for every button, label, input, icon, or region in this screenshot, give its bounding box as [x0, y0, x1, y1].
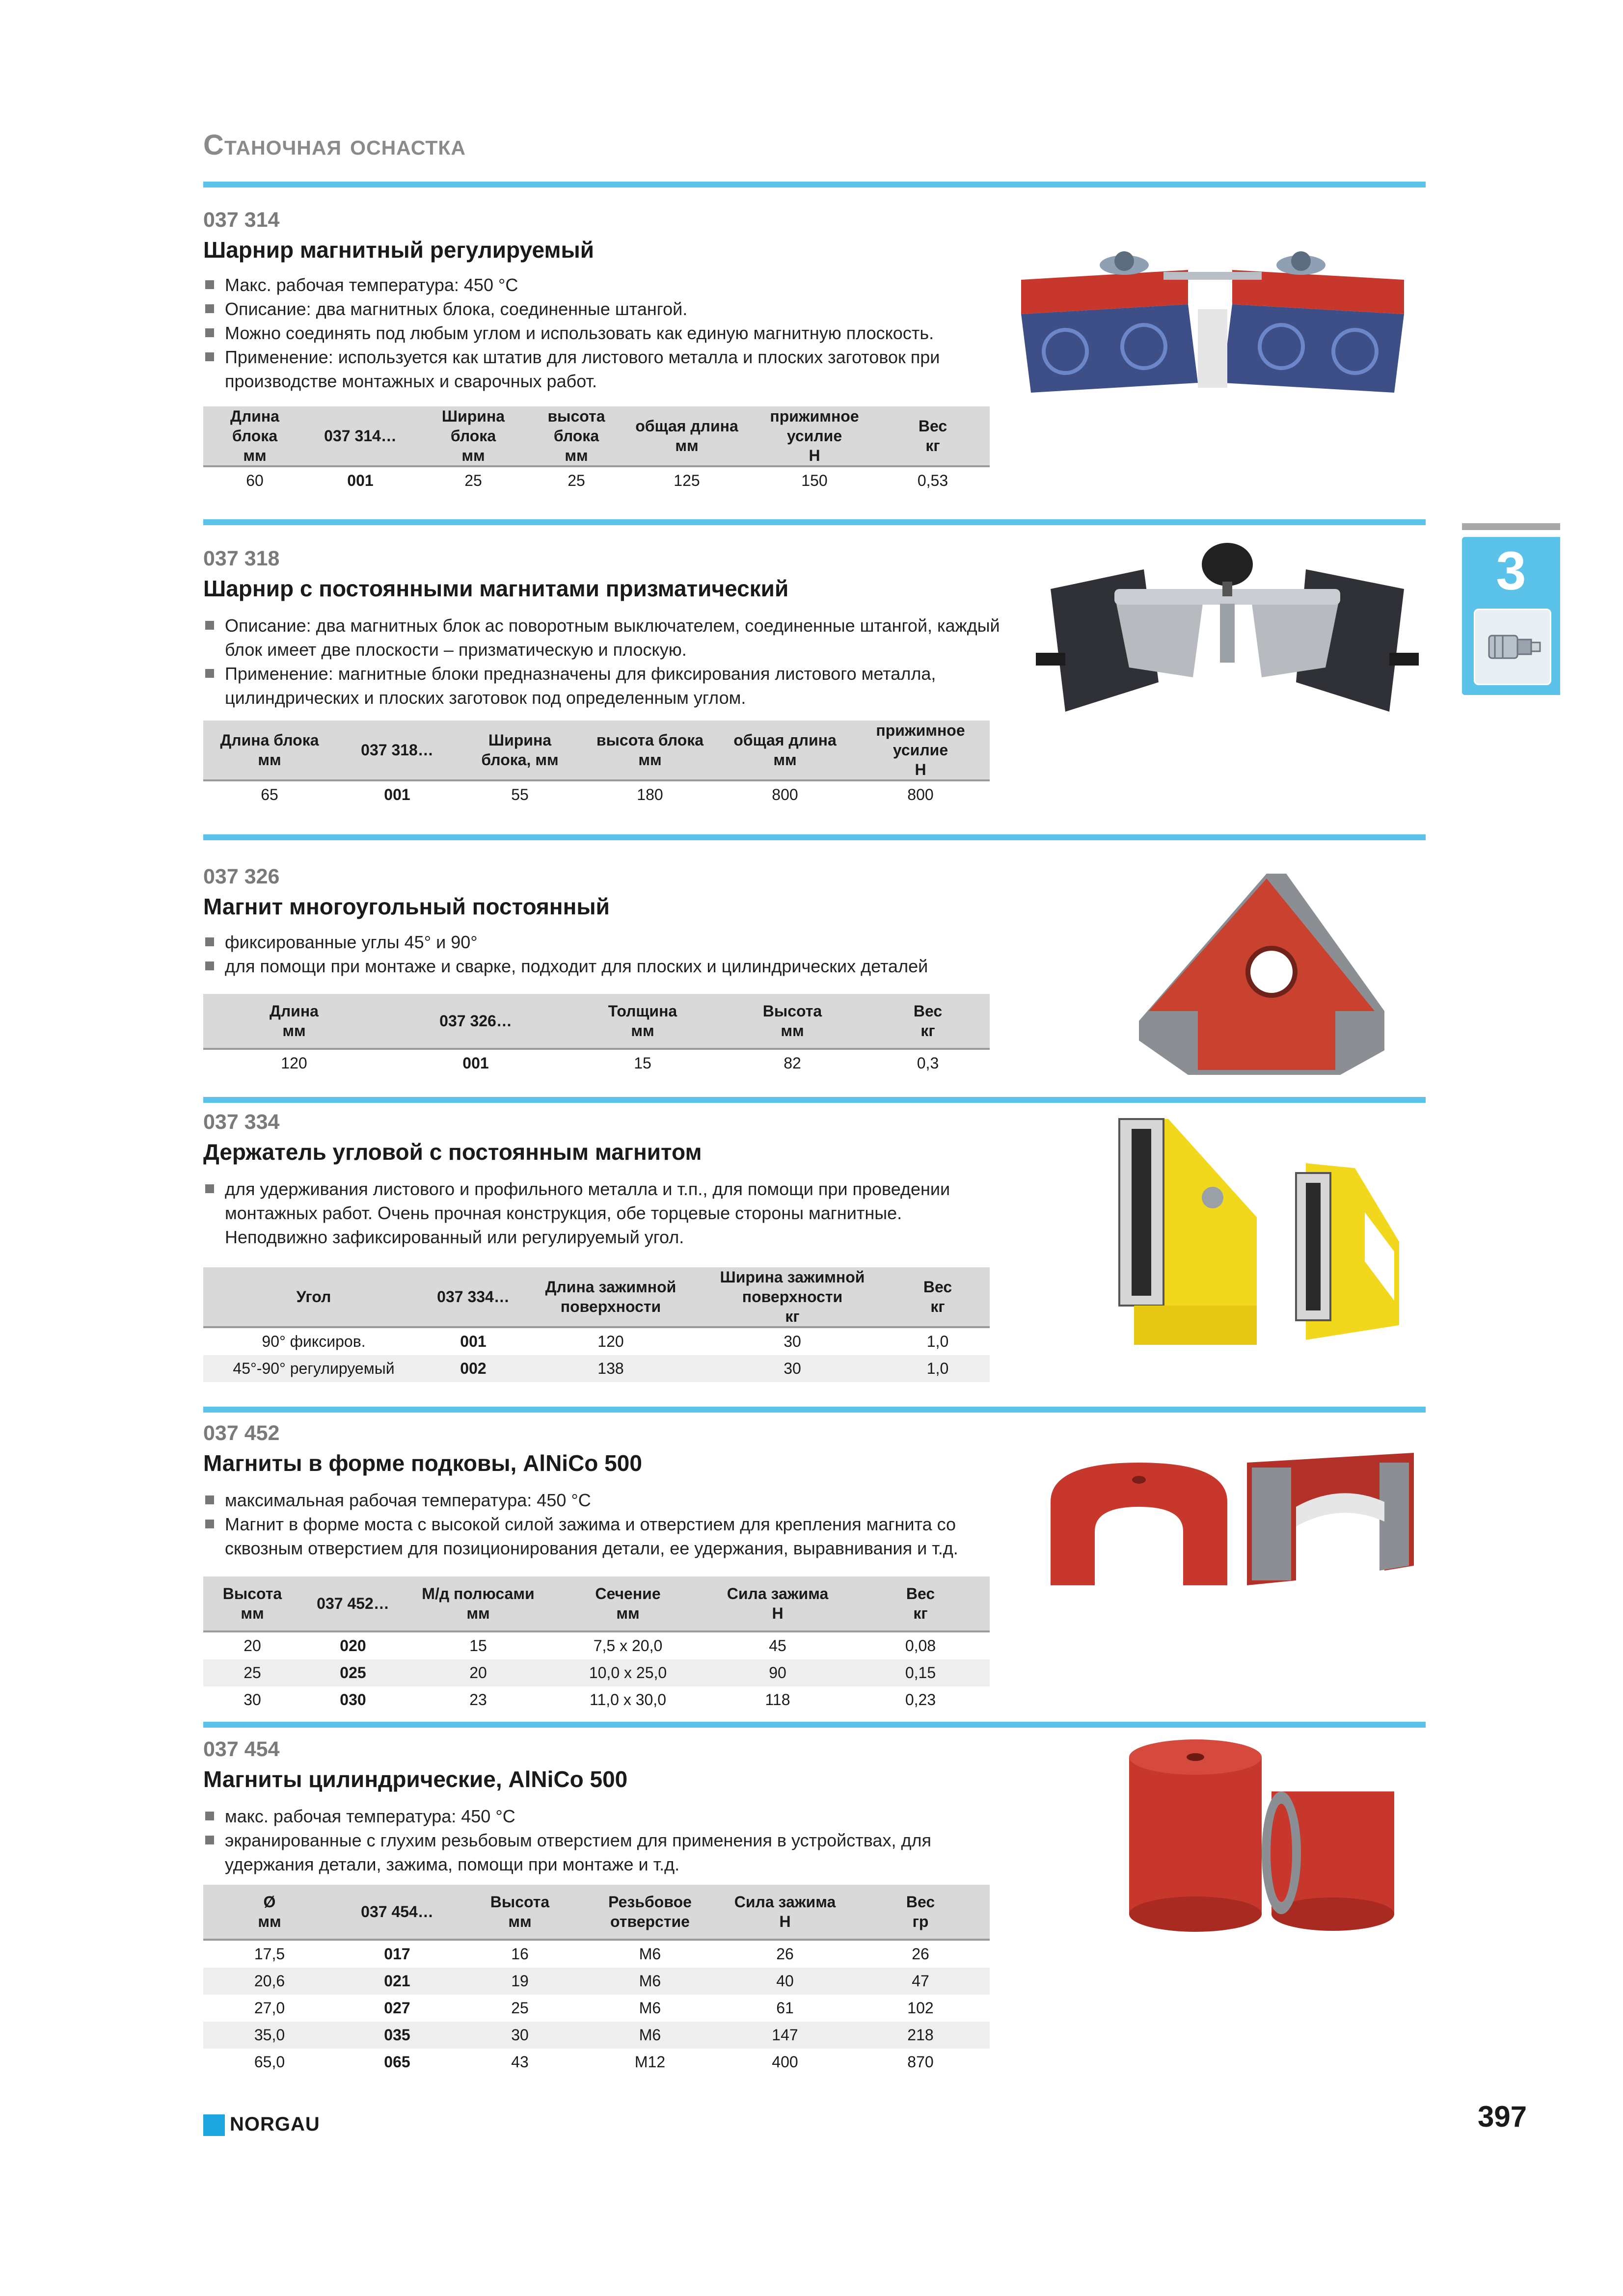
column-header: Длина блока мм	[203, 721, 336, 780]
column-header: Высота мм	[203, 1576, 301, 1631]
product-code: 037 326	[203, 865, 280, 888]
table-cell: 30	[459, 2022, 581, 2049]
table-row	[203, 1686, 990, 1713]
column-header: Высота мм	[459, 1885, 581, 1940]
table-cell: 30	[699, 1355, 886, 1382]
section-rule	[203, 1097, 1426, 1103]
table-cell: 0,53	[876, 466, 990, 494]
column-header: 037 314…	[306, 406, 414, 466]
table-header-row	[203, 721, 990, 780]
table-cell: 120	[203, 1049, 385, 1077]
column-header: высота блока мм	[581, 721, 719, 780]
article-number-cell: 030	[340, 1691, 366, 1709]
feature-item: Макс. рабочая температура: 450 °С	[203, 273, 1008, 297]
angle-holder-image	[1090, 1114, 1424, 1350]
table-cell: 17,5	[203, 1940, 336, 1968]
table-cell: 26	[719, 1940, 851, 1968]
column-header: Ширина зажимной поверхности кг	[699, 1267, 886, 1327]
table-cell: 19	[459, 1968, 581, 1995]
table-cell: 55	[459, 780, 581, 808]
article-number-cell: 025	[301, 1659, 405, 1686]
column-header: Длина блока мм	[203, 406, 306, 466]
table-cell: 10,0 x 25,0	[552, 1659, 704, 1686]
table-cell: 60	[203, 466, 306, 494]
magnetic-hinge-image	[1001, 236, 1429, 412]
product-title: Магнит многоугольный постоянный	[203, 894, 610, 919]
feature-item: Применение: используется как штатив для листового металла и плоских заготовок при производстве монтажных и сварочных работ.	[203, 345, 1008, 393]
table-header-row	[203, 994, 990, 1049]
column-header: прижимное усилие Н	[753, 406, 876, 466]
table-cell: 102	[907, 1999, 934, 2017]
table-cell: 138	[522, 1355, 699, 1382]
chapter-tab-marker	[1462, 523, 1560, 530]
table-row	[203, 1995, 990, 2022]
table-row	[203, 1968, 990, 1995]
product-title: Шарнир с постоянными магнитами призматический	[203, 576, 789, 601]
feature-item: максимальная рабочая температура: 450 °С	[203, 1488, 1008, 1512]
table-cell: 25	[203, 1659, 301, 1686]
table-row	[203, 1327, 990, 1355]
article-number-cell: 001	[385, 1049, 567, 1077]
column-header: высота блока мм	[532, 406, 621, 466]
column-header: 037 318…	[336, 721, 459, 780]
table-cell: 0,3	[866, 1049, 990, 1077]
table-header-row	[203, 406, 990, 466]
table-cell: 26	[851, 1940, 990, 1968]
column-header: Вес кг	[876, 406, 990, 466]
article-number-cell: 017	[336, 1940, 459, 1968]
article-number-cell: 021	[336, 1968, 459, 1995]
table-cell: 35,0	[203, 2022, 336, 2049]
article-number-cell: 027	[384, 1999, 410, 2017]
table-cell: 40	[719, 1968, 851, 1995]
table-cell: M6	[581, 2022, 719, 2049]
header-rule	[203, 182, 1426, 187]
column-header: М/д полюсами мм	[405, 1576, 552, 1631]
column-header: общая длина мм	[719, 721, 851, 780]
column-header: Ширина блока, мм	[459, 721, 581, 780]
section-rule	[203, 519, 1426, 525]
column-header: Длина зажимной поверхности	[522, 1267, 699, 1327]
table-cell: 800	[719, 780, 851, 808]
product-title: Шарнир магнитный регулируемый	[203, 237, 595, 263]
column-header: прижимное усилие Н	[851, 721, 990, 780]
feature-item: Магнит в форме моста с высокой силой зажима и отверстием для крепления магнита со сквозным отверстием для позиционирования детали, ее удержания, выравнивания и т.д.	[203, 1512, 1008, 1560]
table-cell: 1,0	[886, 1327, 990, 1355]
table-cell: 118	[765, 1691, 790, 1709]
table-cell: 90	[704, 1659, 851, 1686]
product-title: Магниты цилиндрические, AlNiCo 500	[203, 1766, 628, 1792]
table-row	[203, 1659, 990, 1686]
section-rule	[203, 1407, 1426, 1413]
column-header: Угол	[203, 1267, 424, 1327]
table-cell: 25	[532, 466, 621, 494]
table-row	[203, 2049, 990, 2076]
prismatic-hinge-image	[1031, 535, 1424, 731]
product-code: 037 452	[203, 1421, 280, 1445]
column-header: 037 454…	[336, 1885, 459, 1940]
table-cell: M6	[581, 1940, 719, 1968]
table-cell: 180	[581, 780, 719, 808]
table-cell: 0,23	[905, 1691, 936, 1709]
column-header: Сечение мм	[552, 1576, 704, 1631]
table-row	[203, 1631, 990, 1659]
column-header: Сила зажима Н	[704, 1576, 851, 1631]
article-number-cell: 001	[306, 466, 414, 494]
feature-list	[203, 1804, 1008, 1876]
table-cell: 47	[851, 1968, 990, 1995]
product-title: Держатель угловой с постоянным магнитом	[203, 1139, 702, 1165]
table-cell: M12	[634, 2053, 666, 2071]
table-cell: 0,08	[851, 1631, 990, 1659]
feature-item: для помощи при монтаже и сварке, подходит для плоских и цилиндрических деталей	[203, 954, 1008, 978]
table-cell: 82	[719, 1049, 866, 1077]
table-cell: 11,0 x 30,0	[590, 1691, 666, 1709]
spec-table	[203, 1576, 990, 1713]
feature-list	[203, 1177, 1008, 1249]
table-cell: 90° фиксиров.	[203, 1327, 424, 1355]
column-header: Резьбовое отверстие	[581, 1885, 719, 1940]
section-rule	[203, 1722, 1426, 1728]
table-cell: 7,5 x 20,0	[552, 1631, 704, 1659]
feature-item: Описание: два магнитных блока, соединенные штангой.	[203, 297, 1008, 321]
product-code: 037 334	[203, 1110, 280, 1134]
column-header: Вес кг	[851, 1576, 990, 1631]
feature-list	[203, 273, 1008, 393]
column-header: Вес кг	[866, 994, 990, 1049]
feature-list	[203, 1488, 1008, 1560]
spec-table	[203, 1885, 990, 2076]
table-header-row	[203, 1885, 990, 1940]
table-cell: M6	[639, 1999, 661, 2017]
table-cell: 400	[772, 2053, 798, 2071]
table-cell: 20	[203, 1631, 301, 1659]
brand-logo-icon	[203, 2114, 225, 2136]
feature-list	[203, 930, 1008, 978]
table-cell: M6	[581, 1968, 719, 1995]
table-row	[203, 1940, 990, 1968]
table-header-row	[203, 1576, 990, 1631]
article-number-cell: 020	[301, 1631, 405, 1659]
spec-table	[203, 721, 990, 808]
table-row	[203, 1049, 990, 1077]
feature-item: экранированные с глухим резьбовым отверстием для применения в устройствах, для удержания детали, зажима, помощи при монтаже и т.д.	[203, 1828, 1008, 1876]
table-cell: 150	[753, 466, 876, 494]
table-cell: 800	[851, 780, 990, 808]
article-number-cell: 001	[424, 1327, 522, 1355]
feature-item: фиксированные углы 45° и 90°	[203, 930, 1008, 954]
feature-item: Применение: магнитные блоки предназначены для фиксирования листового металла, цилиндрических и плоских заготовок под определенным углом.	[203, 662, 1008, 710]
table-cell: 16	[459, 1940, 581, 1968]
page-number: 397	[1478, 2100, 1527, 2133]
chapter-number: 3	[1496, 541, 1526, 601]
column-header: Длина мм	[203, 994, 385, 1049]
spec-table	[203, 994, 990, 1077]
table-cell: 125	[621, 466, 753, 494]
table-cell: 30	[243, 1691, 261, 1709]
column-header: Вес гр	[851, 1885, 990, 1940]
table-cell: 65	[203, 780, 336, 808]
table-cell: 218	[851, 2022, 990, 2049]
table-cell: 147	[719, 2022, 851, 2049]
table-cell: 20	[405, 1659, 552, 1686]
article-number-cell: 035	[336, 2022, 459, 2049]
feature-list	[203, 614, 1008, 710]
product-code: 037 314	[203, 208, 280, 232]
column-header: Высота мм	[719, 994, 866, 1049]
table-header-row	[203, 1267, 990, 1327]
tool-holder-icon	[1474, 609, 1551, 685]
table-cell: 870	[907, 2053, 934, 2071]
table-cell: 45	[704, 1631, 851, 1659]
table-cell: 15	[567, 1049, 719, 1077]
article-number-cell: 002	[424, 1355, 522, 1382]
column-header: Ø мм	[203, 1885, 336, 1940]
feature-item: для удерживания листового и профильного металла и т.п., для помощи при проведении монтажных работ. Очень прочная конструкция, обе торцевые стороны магнитные. Неподвижно зафиксированный или регулируемый угол.	[203, 1177, 1008, 1249]
table-cell: 20,6	[203, 1968, 336, 1995]
spec-table	[203, 406, 990, 494]
cylinder-magnets-image	[1119, 1737, 1414, 1944]
table-cell: 15	[405, 1631, 552, 1659]
table-cell: 120	[522, 1327, 699, 1355]
column-header: 037 334…	[424, 1267, 522, 1327]
column-header: Толщина мм	[567, 994, 719, 1049]
feature-item: Можно соединять под любым углом и использовать как единую магнитную плоскость.	[203, 321, 1008, 345]
table-cell: 25	[511, 1999, 529, 2017]
brand-name: NORGAU	[230, 2113, 320, 2135]
table-cell: 23	[469, 1691, 487, 1709]
arrow-magnet-image	[1129, 864, 1404, 1075]
article-number-cell: 001	[336, 780, 459, 808]
table-cell: 27,0	[254, 1999, 285, 2017]
spec-table	[203, 1267, 990, 1382]
table-cell: 61	[776, 1999, 794, 2017]
column-header: Вес кг	[886, 1267, 990, 1327]
table-cell: 30	[699, 1327, 886, 1355]
column-header: Сила зажима Н	[719, 1885, 851, 1940]
feature-item: Описание: два магнитных блок ас поворотным выключателем, соединенные штангой, каждый блок имеет две плоскости – призматическую и плоскую.	[203, 614, 1008, 662]
product-code: 037 318	[203, 547, 280, 570]
table-cell: 45°-90° регулируемый	[203, 1355, 424, 1382]
table-cell: 43	[511, 2053, 529, 2071]
table-cell: 25	[414, 466, 532, 494]
product-code: 037 454	[203, 1737, 280, 1761]
table-cell: 65,0	[254, 2053, 285, 2071]
horseshoe-magnets-image	[1041, 1433, 1429, 1610]
table-row	[203, 466, 990, 494]
table-cell: 1,0	[886, 1355, 990, 1382]
column-header: 037 326…	[385, 994, 567, 1049]
feature-item: макс. рабочая температура: 450 °С	[203, 1804, 1008, 1828]
table-cell: 0,15	[851, 1659, 990, 1686]
table-row	[203, 2022, 990, 2049]
table-row	[203, 1355, 990, 1382]
column-header: общая длина мм	[621, 406, 753, 466]
column-header: 037 452…	[301, 1576, 405, 1631]
product-title: Магниты в форме подковы, AlNiCo 500	[203, 1450, 642, 1476]
page-title: Станочная оснастка	[203, 129, 466, 161]
article-number-cell: 065	[384, 2053, 410, 2071]
table-row	[203, 780, 990, 808]
section-rule	[203, 834, 1426, 840]
column-header: Ширина блока мм	[414, 406, 532, 466]
